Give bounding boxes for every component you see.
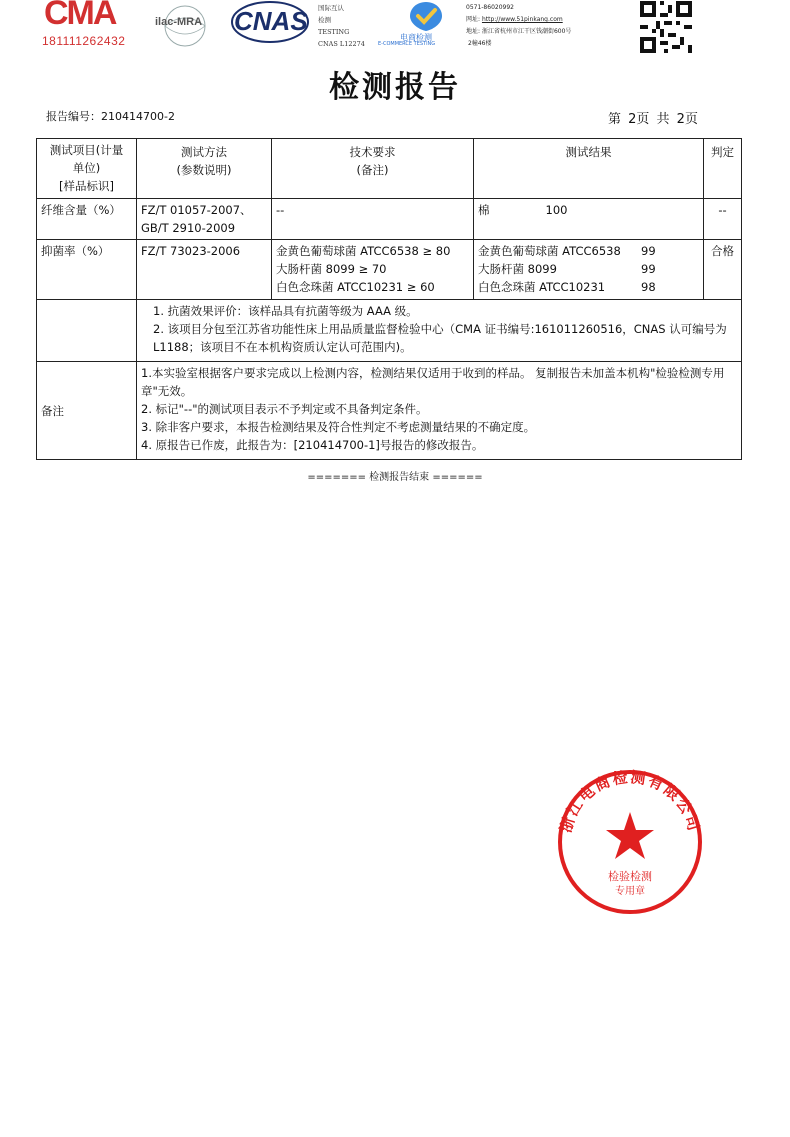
result-line [478, 242, 699, 260]
cnas-logo-text: CNAS [234, 6, 308, 36]
remark-line: 2. 标记"--"的测试项目表示不予判定或不具备判定条件。 [141, 402, 428, 416]
header-text: 单位) [72, 161, 101, 175]
remarks-row [37, 362, 742, 460]
notes-row [37, 300, 742, 362]
header-text: (参数说明) [176, 163, 232, 177]
note-line: 1. 抗菌效果评价：该样品具有抗菌等级为 AAA 级。 [153, 304, 418, 318]
result-name: 金黄色葡萄球菌 ATCC6538 [478, 244, 621, 258]
phone: 0571-86020992 [466, 4, 514, 11]
table-header-row [37, 139, 742, 199]
result-line [478, 201, 699, 219]
row-judgement: -- [704, 199, 742, 240]
notes-empty-cell [37, 300, 137, 362]
contact-info [466, 2, 571, 50]
header-text: 技术要求 [349, 145, 396, 159]
row-method: FZ/T 73023-2006 [137, 240, 272, 300]
result-name: 大肠杆菌 8099 [478, 262, 557, 276]
result-value: 99 [641, 244, 656, 258]
row-requirement: -- [272, 199, 474, 240]
header-text: 测试方法 [181, 145, 227, 159]
remarks-label: 备注 [37, 362, 137, 460]
row-result [474, 199, 704, 240]
address-line1: 浙江省杭州市江干区钱潮街600号 [481, 28, 572, 35]
ilac-logo-text: ilac-MRA [155, 16, 203, 28]
website-link[interactable]: http://www.51pinkang.com [481, 16, 563, 23]
remark-line: 1.本实验室根据客户要求完成以上检测内容，检测结果仅适用于收到的样品。 复制报告未加盖本机构"检验检测专用章"无效。 [141, 366, 725, 398]
cma-logo-text: CMA [44, 0, 116, 32]
official-seal [552, 768, 708, 916]
header-item [37, 139, 137, 199]
cnas-logo [230, 0, 310, 48]
notes-cell [137, 300, 742, 362]
mutual-line: CNAS L12274 [318, 40, 365, 48]
test-results-table [36, 138, 742, 460]
qr-code-icon [640, 0, 692, 54]
row-item: 抑菌率（%） [37, 240, 137, 300]
check-badge-icon [406, 0, 446, 32]
remarks-cell [137, 362, 742, 460]
remark-line: 4. 原报告已作废，此报告为：[210414700-1]号报告的修改报告。 [141, 438, 484, 452]
result-line [478, 278, 699, 296]
result-value: 99 [641, 262, 656, 276]
header-result: 测试结果 [474, 139, 704, 199]
header-text: 测试项目(计量 [49, 143, 124, 157]
result-value: 98 [641, 280, 656, 294]
seal-line2: 专用章 [615, 886, 645, 897]
table-row [37, 199, 742, 240]
ecom-logo-en: E-COMMERCE TESTING [378, 41, 436, 47]
seal-company-text: 浙江电商检测有限公司 [556, 768, 704, 835]
header-requirement [272, 139, 474, 199]
seal-line1: 检验检测 [608, 870, 652, 883]
requirement-line: 白色念珠菌 ATCC10231 ≥ 60 [276, 280, 435, 294]
mutual-line: TESTING [318, 28, 350, 36]
cma-number: 181111262432 [42, 34, 126, 48]
result-line [478, 260, 699, 278]
result-name: 白色念珠菌 ATCC10231 [478, 280, 606, 294]
seal-stamp-icon [552, 768, 708, 916]
ecommerce-testing-logo [378, 0, 458, 48]
note-line: 2. 该项目分包至江苏省功能性床上用品质量监督检验中心（CMA 证书编号:161011260516，CNAS 认可编号为 L1188；该项目不在本机构资质认定认可范围内)。 [153, 322, 727, 354]
website-label: 网址: [466, 16, 481, 23]
page-title: 检测报告 [329, 70, 461, 105]
requirement-line: 大肠杆菌 8099 ≥ 70 [276, 262, 387, 276]
result-name: 棉 [478, 203, 490, 217]
mutual-line: 检测 [318, 16, 331, 24]
method-line: GB/T 2910-2009 [141, 221, 236, 235]
requirement-line: 金黄色葡萄球菌 ATCC6538 ≥ 80 [276, 244, 451, 258]
result-value: 100 [545, 203, 568, 217]
ecom-logo-cn: 电商检测 [400, 33, 432, 42]
mutual-line: 国际互认 [318, 4, 344, 12]
address-line2: 2幢46楼 [468, 40, 492, 47]
method-line: FZ/T 01057-2007、 [141, 203, 252, 217]
report-number: 报告编号：210414700-2 [46, 110, 175, 123]
cma-logo [40, 0, 152, 48]
row-result [474, 240, 704, 300]
row-requirement [272, 240, 474, 300]
header-judgement: 判定 [704, 139, 742, 199]
ilac-mra-logo [155, 4, 221, 48]
header-method [137, 139, 272, 199]
address-label: 地址: [466, 28, 481, 35]
header-text: [样品标识] [59, 179, 114, 193]
row-item: 纤维含量（%） [37, 199, 137, 240]
report-end-marker: ======= 检测报告结束 ====== [307, 472, 483, 483]
table-row [37, 240, 742, 300]
remark-line: 3. 除非客户要求，本报告检测结果及符合性判定不考虑测量结果的不确定度。 [141, 420, 536, 434]
row-method [137, 199, 272, 240]
header-text: (备注) [356, 163, 389, 177]
row-judgement: 合格 [704, 240, 742, 300]
page-indicator: 第 2页 共 2页 [608, 112, 698, 127]
